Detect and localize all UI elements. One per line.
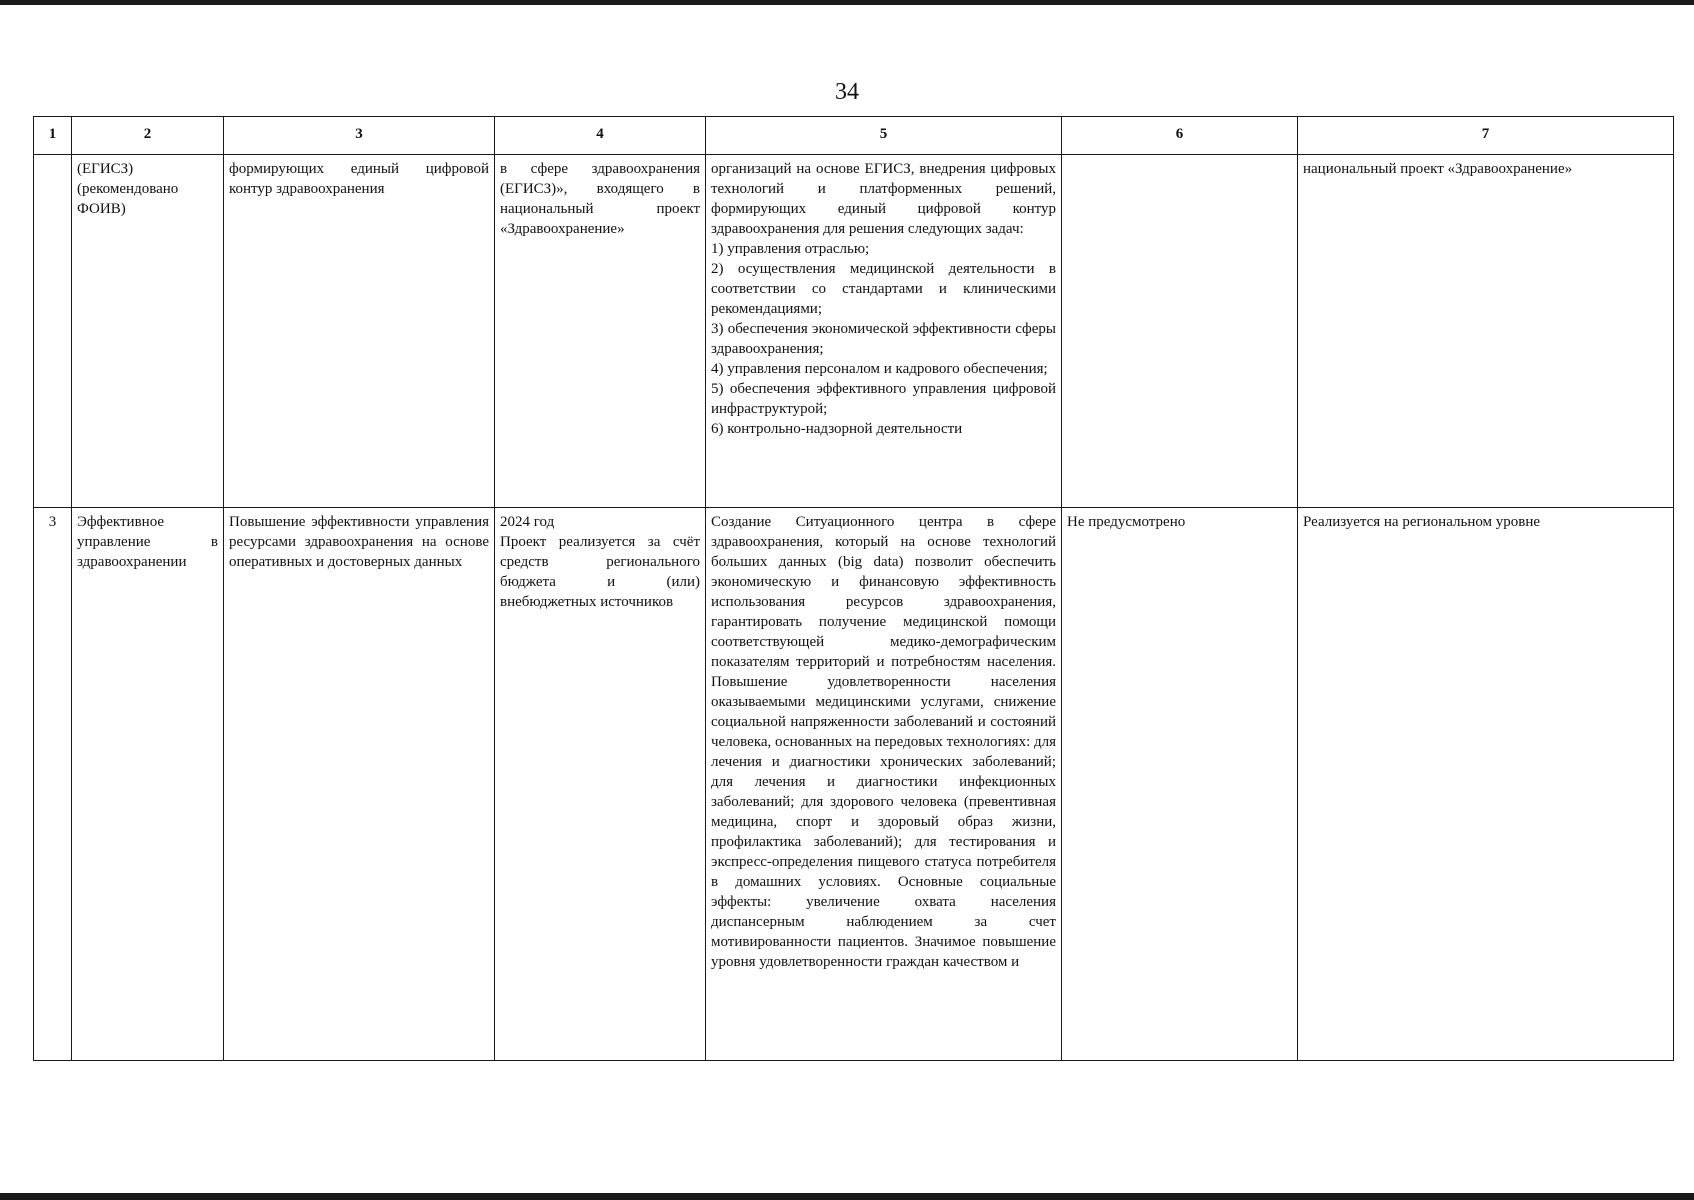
direction-cell: Эффективное управление в здравоохранении (72, 508, 224, 1061)
regulation-cell (1062, 155, 1298, 508)
column-header: 7 (1298, 117, 1674, 155)
row-number-cell: 3 (34, 508, 72, 1061)
deadline-year: 2024 год (500, 514, 555, 530)
implementation-cell: Реализуется на региональном уровне (1298, 508, 1674, 1061)
column-header: 5 (706, 117, 1062, 155)
deadline-cell: в сфере здравоохранения (ЕГИСЗ)», входящего в национальный проект «Здравоохранение» (495, 155, 706, 508)
description-line: 4) управления персоналом и кадрового обеспечения; (711, 361, 1048, 377)
description-line: 3) обеспечения экономической эффективности сферы здравоохранения; (711, 321, 1056, 357)
description-line: 2) осуществления медицинской деятельности в соответствии со стандартами и клиническими рекомендациями; (711, 261, 1056, 317)
description-line: 6) контрольно-надзорной деятельности (711, 421, 963, 437)
scan-edge-bottom (0, 1193, 1694, 1200)
goal-cell: Повышение эффективности управления ресурсами здравоохранения на основе оперативных и достоверных данных (224, 508, 495, 1061)
description-text: Создание Ситуационного центра в сфере здравоохранения, который на основе технологий больших данных (big data) позволит обеспечить экономическую и финансовую эффективность использования ресурсов здравоохранения, гарантировать получение медицинской помощи соответствующей медико-демографическим показателям территорий и потребностям населения. Повышение удовлетворенности населения оказываемыми медицинскими услугами, снижение социальной напряженности заболеваний и состояний человека, основанных на передовых технологиях: для лечения и диагностики хронических заболеваний; для лечения и диагностики инфекционных заболеваний; для здорового человека (превентивная медицина, спорт и здоровый образ жизни, профилактика заболеваний); для тестирования и экспресс-определения пищевого статуса потребителя в домашних условиях. Основные социальные эффекты: увеличение охвата населения диспансерным наблюдением за счет мотивированности пациентов. Значимое повышение уровня удовлетворенности граждан качеством и (711, 514, 1057, 970)
page-number: 34 (835, 79, 859, 105)
row-number-cell (34, 155, 72, 508)
description-cell (706, 155, 1062, 508)
column-header: 1 (34, 117, 72, 155)
column-header: 2 (72, 117, 224, 155)
description-line: 1) управления отраслью; (711, 241, 870, 257)
description-line: организаций на основе ЕГИСЗ, внедрения цифровых технологий и платформенных решений, формирующих единый цифровой контур здравоохранения для решения следующих задач: (711, 161, 1056, 237)
column-header: 4 (495, 117, 706, 155)
column-header: 3 (224, 117, 495, 155)
header-row (34, 117, 1674, 155)
description-line: 5) обеспечения эффективного управления цифровой инфраструктурой; (711, 381, 1056, 417)
goal-cell: формирующих единый цифровой контур здравоохранения (224, 155, 495, 508)
implementation-cell: национальный проект «Здравоохранение» (1298, 155, 1674, 508)
deadline-cell (495, 508, 706, 1061)
scan-edge-top (0, 0, 1694, 5)
table-row (34, 155, 1674, 508)
column-header: 6 (1062, 117, 1298, 155)
regulation-cell: Не предусмотрено (1062, 508, 1298, 1061)
direction-cell: (ЕГИСЗ) (рекомендовано ФОИВ) (72, 155, 224, 508)
document-table (33, 116, 1674, 1061)
description-cell (706, 508, 1062, 1061)
table-row (34, 508, 1674, 1061)
funding-text: Проект реализуется за счёт средств регионального бюджета и (или) внебюджетных источников (500, 534, 700, 610)
